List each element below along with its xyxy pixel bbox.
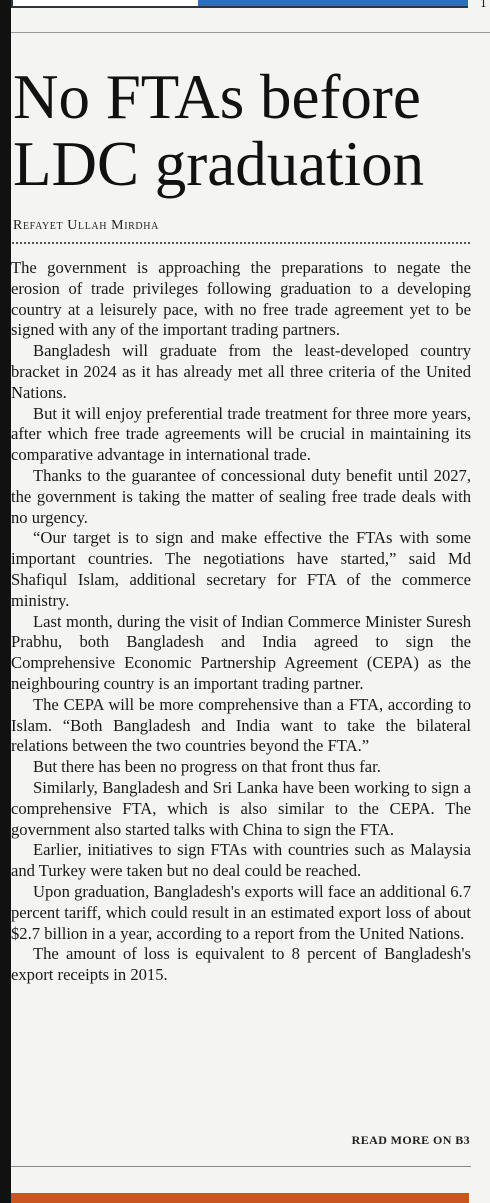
article-paragraph: Thanks to the guarantee of concessional duty benefit until 2027, the government is taking the matter of sealing free trade deals with no urgency. [11,465,471,527]
top-banner-accent [198,0,468,6]
article-paragraph: Last month, during the visit of Indian Commerce Minister Suresh Prabhu, both Bangladesh and India agreed to sign the Comprehensive Economic Partnership Agreement (CEPA) as the neighbouring country is an important trading partner. [11,611,471,693]
bottom-accent-bar [11,1193,469,1203]
left-margin-bar [0,0,11,1203]
article-paragraph: “Our target is to sign and make effective the FTAs with some important countries. The negotiations have started,” said Md Shafiqul Islam, additional secretary for FTA of the commerce ministry. [11,528,471,610]
top-divider [11,32,490,33]
article-paragraph: Earlier, initiatives to sign FTAs with countries such as Malaysia and Turkey were taken but no deal could be reached. [11,840,471,881]
article-headline [13,64,483,198]
read-more-link[interactable]: READ MORE ON B3 [351,1133,470,1147]
dotted-divider [12,242,470,244]
top-banner-box [11,0,468,8]
article-body [11,258,471,986]
article-paragraph: The amount of loss is equivalent to 8 percent of Bangladesh's export receipts in 2015. [11,944,471,985]
article-paragraph: The CEPA will be more comprehensive than a FTA, according to Islam. “Both Bangladesh and India want to take the bilateral relations between the two countries beyond the FTA.” [11,694,471,756]
article-paragraph: But there has been no progress on that front thus far. [33,757,381,777]
article-paragraph: Upon graduation, Bangladesh's exports will face an additional 6.7 percent tariff, which could result in an estimated export loss of about $2.7 billion in a year, according to a report from the United Nations. [11,881,471,943]
article-byline: Refayet Ullah Mirdha [13,218,159,233]
headline-line-1: No FTAs before [13,62,421,132]
article-paragraph: Similarly, Bangladesh and Sri Lanka have been working to sign a comprehensive FTA, which is also similar to the CEPA. The government also started talks with China to sign the FTA. [11,777,471,839]
headline-line-2: LDC graduation [13,129,425,199]
article-paragraph: But it will enjoy preferential trade treatment for three more years, after which free trade agreements will be crucial in maintaining its comparative advantage in international trade. [11,403,471,465]
bottom-divider [11,1166,471,1167]
article-paragraph: The government is approaching the preparations to negate the erosion of trade privileges following graduation to a developing country at a leisurely pace, with no free trade agreement yet to be signed with any of the important trading partners. [11,258,471,340]
page-number: 1 [480,0,487,10]
article-paragraph: Bangladesh will graduate from the least-developed country bracket in 2024 as it has already met all three criteria of the United Nations. [11,341,471,402]
